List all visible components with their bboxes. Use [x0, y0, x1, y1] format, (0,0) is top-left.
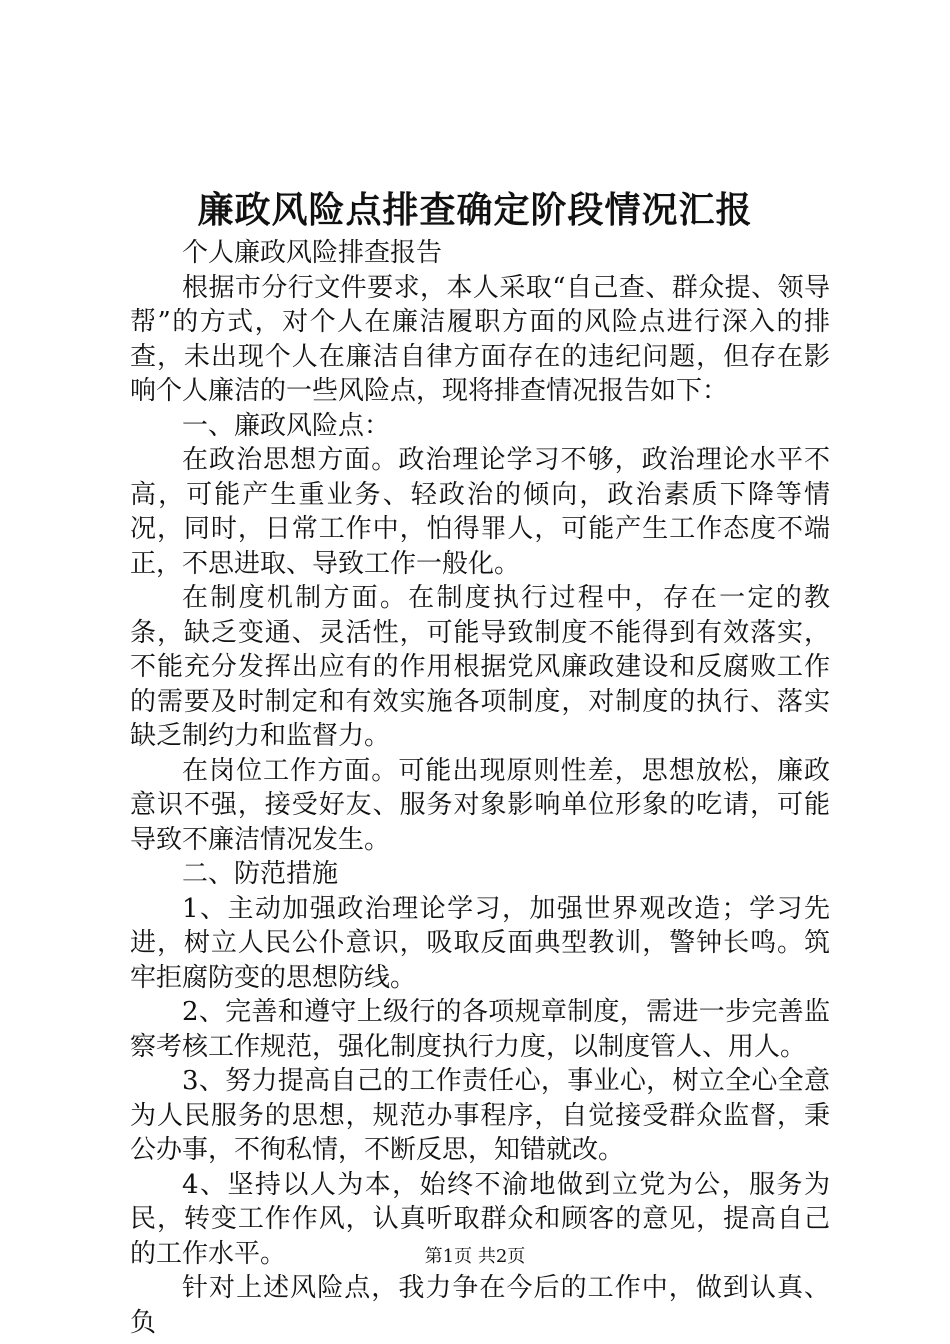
paragraph-political-thought: 在政治思想方面。政治理论学习不够，政治理论水平不高，可能产生重业务、轻政治的倾向，政治素质下降等情况，同时，日常工作中，怕得罪人，可能产生工作态度不端正，不思进取、导致工作一般化。	[130, 445, 830, 579]
page-footer: 第1页 共2页	[424, 1246, 526, 1267]
section-heading-risk-points: 一、廉政风险点：	[182, 410, 391, 441]
measure-item-2: 2、完善和遵守上级行的各项规章制度，需进一步完善监察考核工作规范，强化制度执行力度，以制度管人、用人。	[130, 997, 830, 1062]
measure-item-4: 4、坚持以人为本，始终不渝地做到立党为公，服务为民，转变工作作风，认真听取群众和顾客的意见，提高自己的工作水平。	[130, 1169, 830, 1269]
paragraph-report-heading: 个人廉政风险排查报告	[182, 238, 443, 268]
measure-item-1: 1、主动加强政治理论学习，加强世界观改造；学习先进，树立人民公仆意识，吸取反面典型教训，警钟长鸣。筑牢拒腐防变的思想防线。	[130, 893, 830, 993]
document-body	[130, 236, 830, 1340]
section-heading-preventive-measures: 二、防范措施	[182, 859, 339, 889]
measure-item-3: 3、努力提高自己的工作责任心，事业心，树立全心全意为人民服务的思想，规范办事程序，自觉接受群众监督，秉公办事，不徇私情，不断反思，知错就改。	[130, 1066, 830, 1165]
paragraph-institutional-mechanism: 在制度机制方面。在制度执行过程中，存在一定的教条，缺乏变通、灵活性，可能导致制度不能得到有效落实，不能充分发挥出应有的作用根据党风廉政建设和反腐败工作的需要及时制定和有效实施各项制度，对制度的执行、落实缺乏制约力和监督力。	[130, 583, 830, 751]
paragraph-conclusion: 针对上述风险点，我力争在今后的工作中，做到认真、负	[130, 1273, 830, 1338]
paragraph-job-position: 在岗位工作方面。可能出现原则性差，思想放松，廉政意识不强，接受好友、服务对象影响单位形象的吃请，可能导致不廉洁情况发生。	[130, 755, 830, 855]
paragraph-intro: 根据市分行文件要求，本人采取“自己查、群众提、领导帮”的方式，对个人在廉洁履职方面的风险点进行深入的排查，未出现个人在廉洁自律方面存在的违纪问题，但存在影响个人廉洁的一些风险点，现将排查情况报告如下：	[130, 272, 830, 406]
document-title: 廉政风险点排查确定阶段情况汇报	[197, 189, 753, 231]
